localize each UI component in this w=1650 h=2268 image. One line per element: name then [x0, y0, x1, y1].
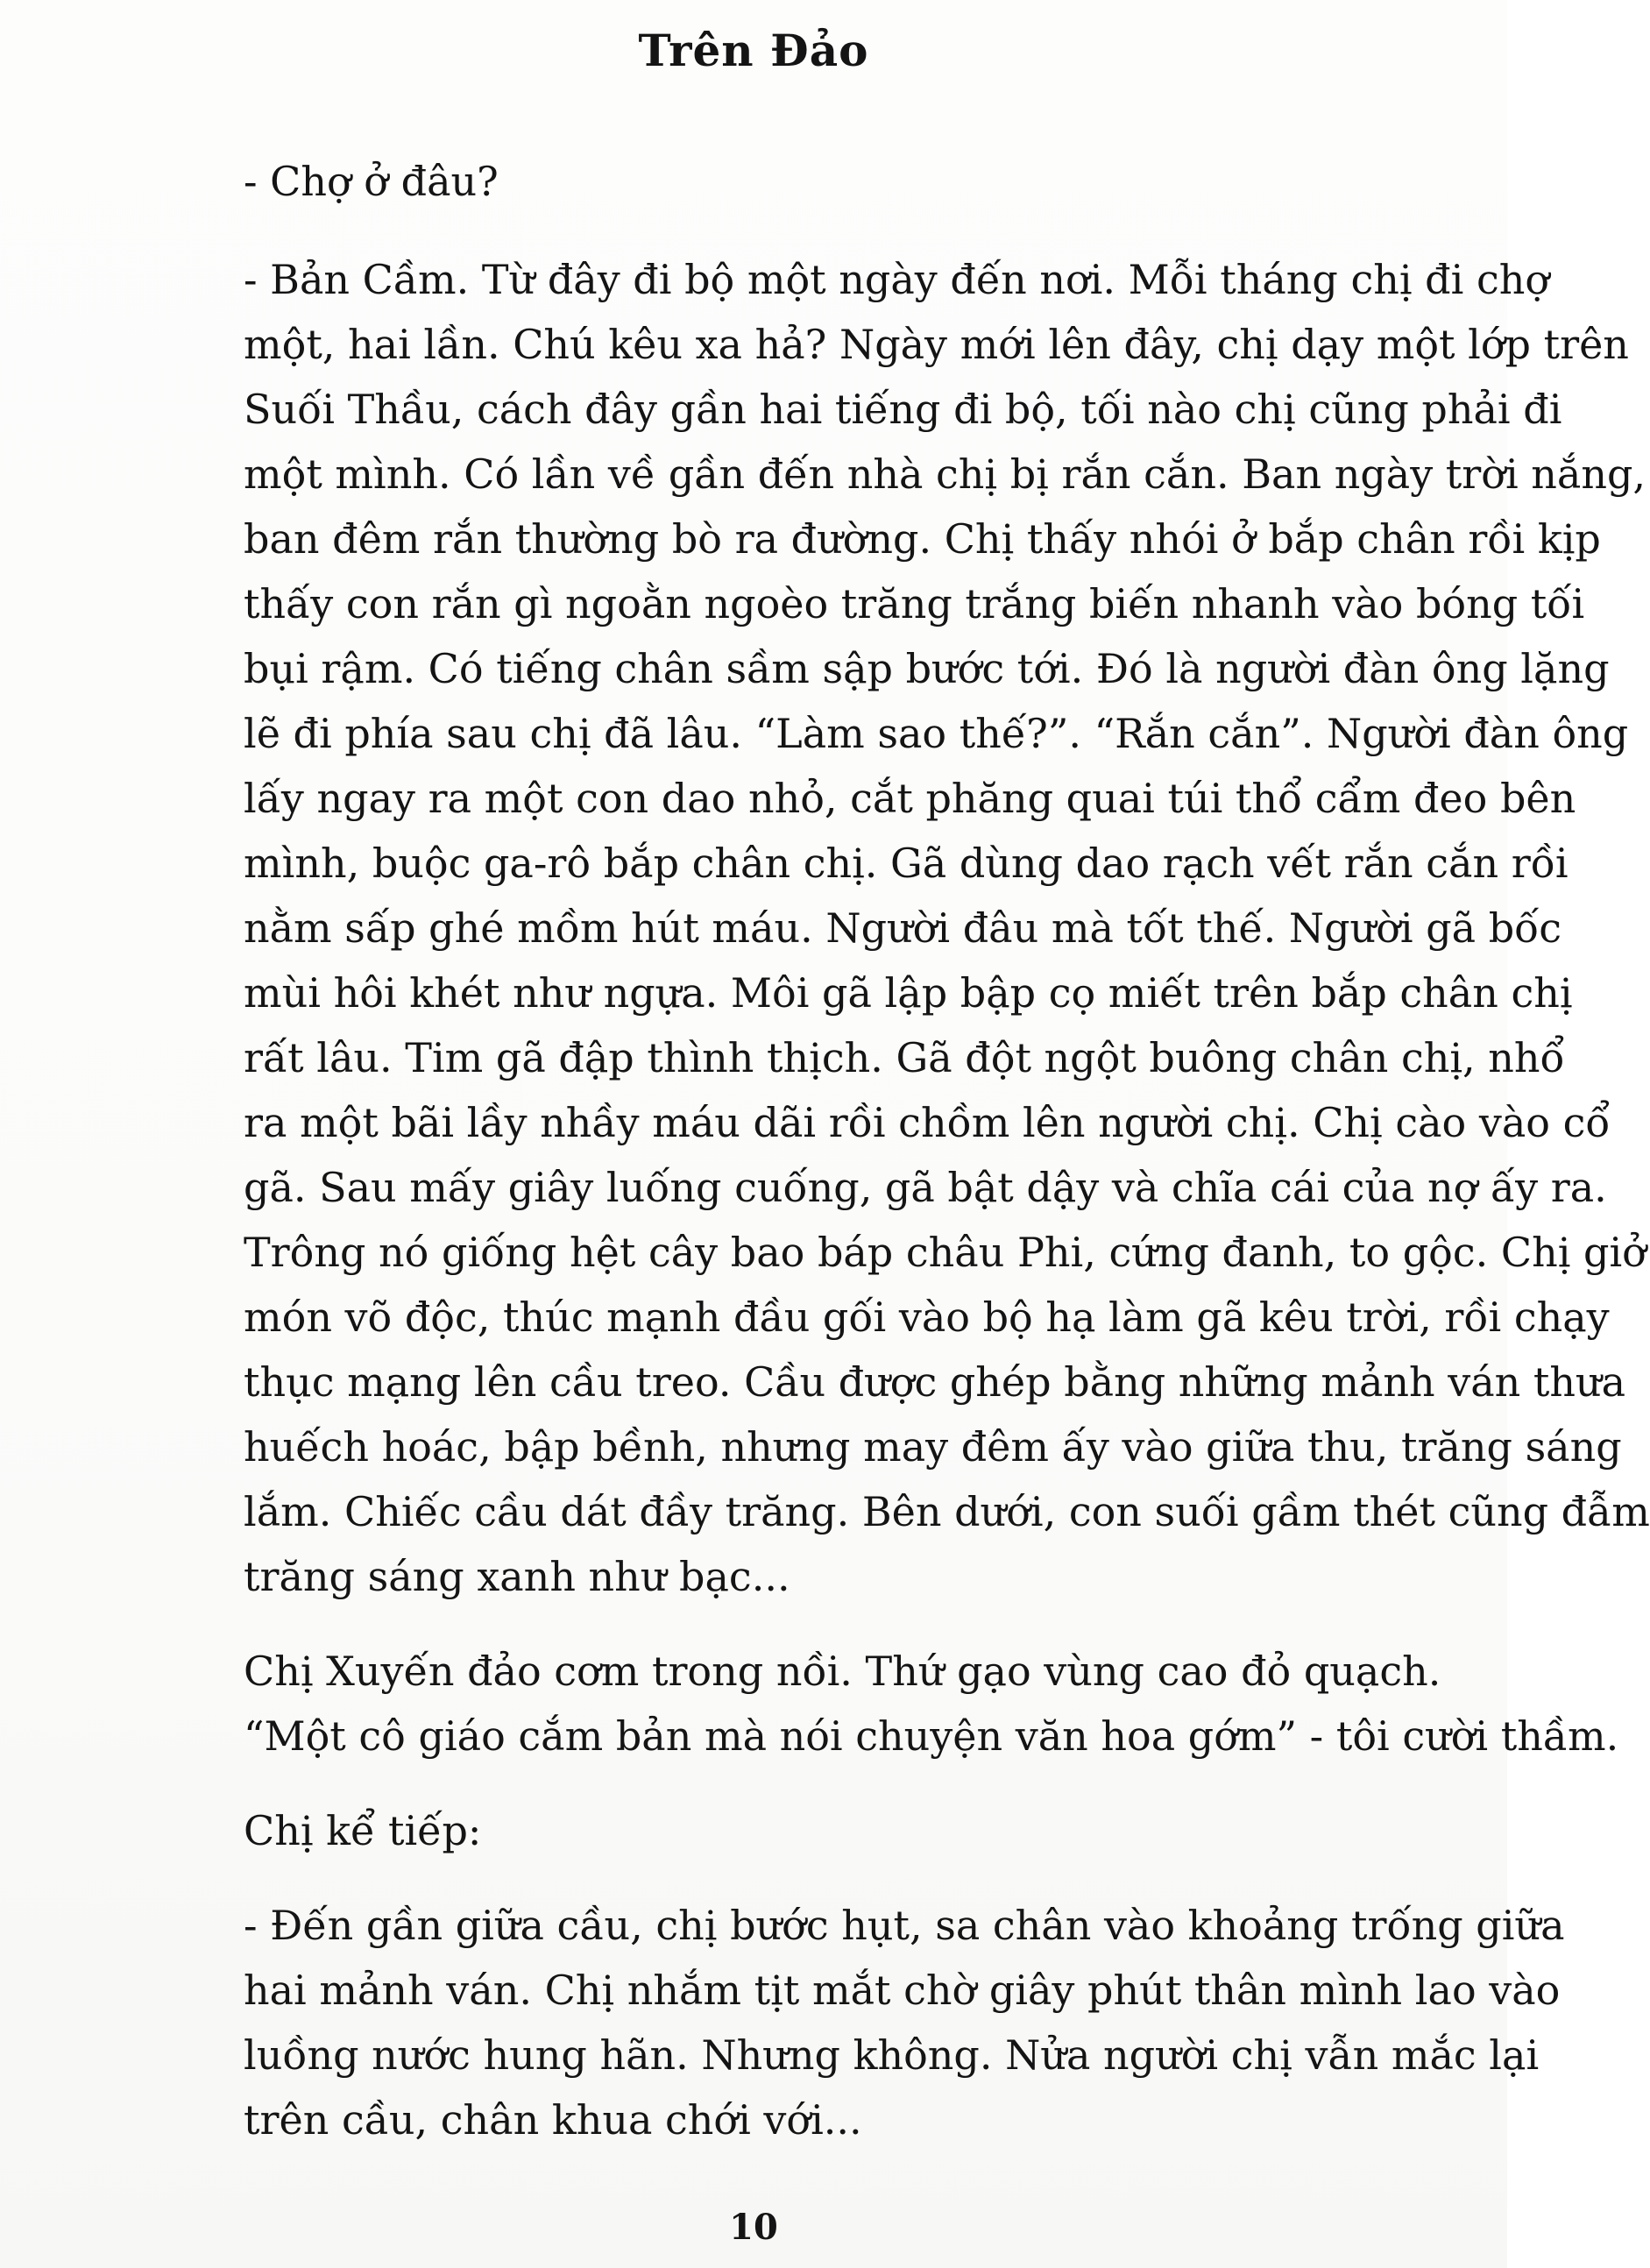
text-line: một, hai lần. Chú kêu xa hả? Ngày mới lên đây, chị dạy một lớp trên — [244, 321, 1629, 368]
text-line: rất lâu. Tim gã đập thình thịch. Gã đột ngột buông chân chị, nhổ — [244, 1034, 1565, 1081]
text-line: ban đêm rắn thường bò ra đường. Chị thấy nhói ở bắp chân rồi kịp — [244, 515, 1601, 563]
text-line: trên cầu, chân khua chới với... — [244, 2096, 862, 2144]
text-line: Chị kể tiếp: — [244, 1807, 482, 1854]
text-line: bụi rậm. Có tiếng chân sầm sập bước tới. Đó là người đàn ông lặng — [244, 645, 1610, 692]
text-line: một mình. Có lần về gần đến nhà chị bị rắn cắn. Ban ngày trời nắng, — [244, 450, 1646, 498]
running-title: Trên Đảo — [638, 25, 869, 76]
text-line: “Một cô giáo cắm bản mà nói chuyện văn hoa gớm” - tôi cười thầm. — [244, 1712, 1619, 1760]
text-line: thấy con rắn gì ngoằn ngoèo trăng trắng biến nhanh vào bóng tối — [244, 580, 1585, 627]
paragraph-story — [191, 247, 1650, 1609]
paragraph-dialogue-question — [191, 149, 1462, 214]
text-line: - Bản Cầm. Từ đây đi bộ một ngày đến nơi. Mỗi tháng chị đi chợ — [244, 256, 1550, 303]
text-line: huếch hoác, bập bềnh, nhưng may đêm ấy vào giữa thu, trăng sáng — [244, 1423, 1622, 1471]
paragraph-story-continued — [191, 1893, 1565, 2152]
page-number: 10 — [729, 2207, 778, 2248]
text-line: gã. Sau mấy giây luống cuống, gã bật dậy và chĩa cái của nợ ấy ra. — [244, 1164, 1607, 1211]
text-line: lắm. Chiếc cầu dát đầy trăng. Bên dưới, con suối gầm thét cũng đẫm — [244, 1488, 1650, 1535]
text-line: trăng sáng xanh như bạc... — [244, 1553, 790, 1600]
text-line: luồng nước hung hãn. Nhưng không. Nửa người chị vẫn mắc lại — [244, 2031, 1540, 2079]
text-line: Trông nó giống hệt cây bao báp châu Phi, cứng đanh, to gộc. Chị giở — [244, 1229, 1646, 1276]
body-text — [191, 149, 1650, 2152]
paragraph-narration — [191, 1639, 1619, 1768]
text-line: Suối Thầu, cách đây gần hai tiếng đi bộ, tối nào chị cũng phải đi — [244, 386, 1562, 433]
text-line: Chị Xuyến đảo cơm trong nồi. Thứ gạo vùng cao đỏ quạch. — [244, 1648, 1441, 1695]
text-line: mình, buộc ga-rô bắp chân chị. Gã dùng dao rạch vết rắn cắn rồi — [244, 840, 1569, 887]
text-line: lấy ngay ra một con dao nhỏ, cắt phăng quai túi thổ cẩm đeo bên — [244, 775, 1576, 822]
text-line: thục mạng lên cầu treo. Cầu được ghép bằng những mảnh ván thưa — [244, 1358, 1626, 1406]
text-line: hai mảnh ván. Chị nhắm tịt mắt chờ giây phút thân mình lao vào — [244, 1967, 1561, 2014]
text-line: - Đến gần giữa cầu, chị bước hụt, sa chân vào khoảng trống giữa — [244, 1902, 1565, 1949]
text-line: mùi hôi khét như ngựa. Môi gã lập bập cọ miết trên bắp chân chị — [244, 969, 1573, 1017]
text-line: nằm sấp ghé mồm hút máu. Người đâu mà tốt thế. Người gã bốc — [244, 904, 1562, 952]
text-line: lẽ đi phía sau chị đã lâu. “Làm sao thế?”. “Rắn cắn”. Người đàn ông — [244, 710, 1629, 757]
text-line: - Chợ ở đâu? — [244, 158, 499, 205]
text-line: ra một bãi lầy nhầy máu dãi rồi chồm lên người chị. Chị cào vào cổ — [244, 1099, 1611, 1146]
paragraph-continue — [191, 1798, 1462, 1863]
text-line: món võ độc, thúc mạnh đầu gối vào bộ hạ làm gã kêu trời, rồi chạy — [244, 1293, 1610, 1341]
